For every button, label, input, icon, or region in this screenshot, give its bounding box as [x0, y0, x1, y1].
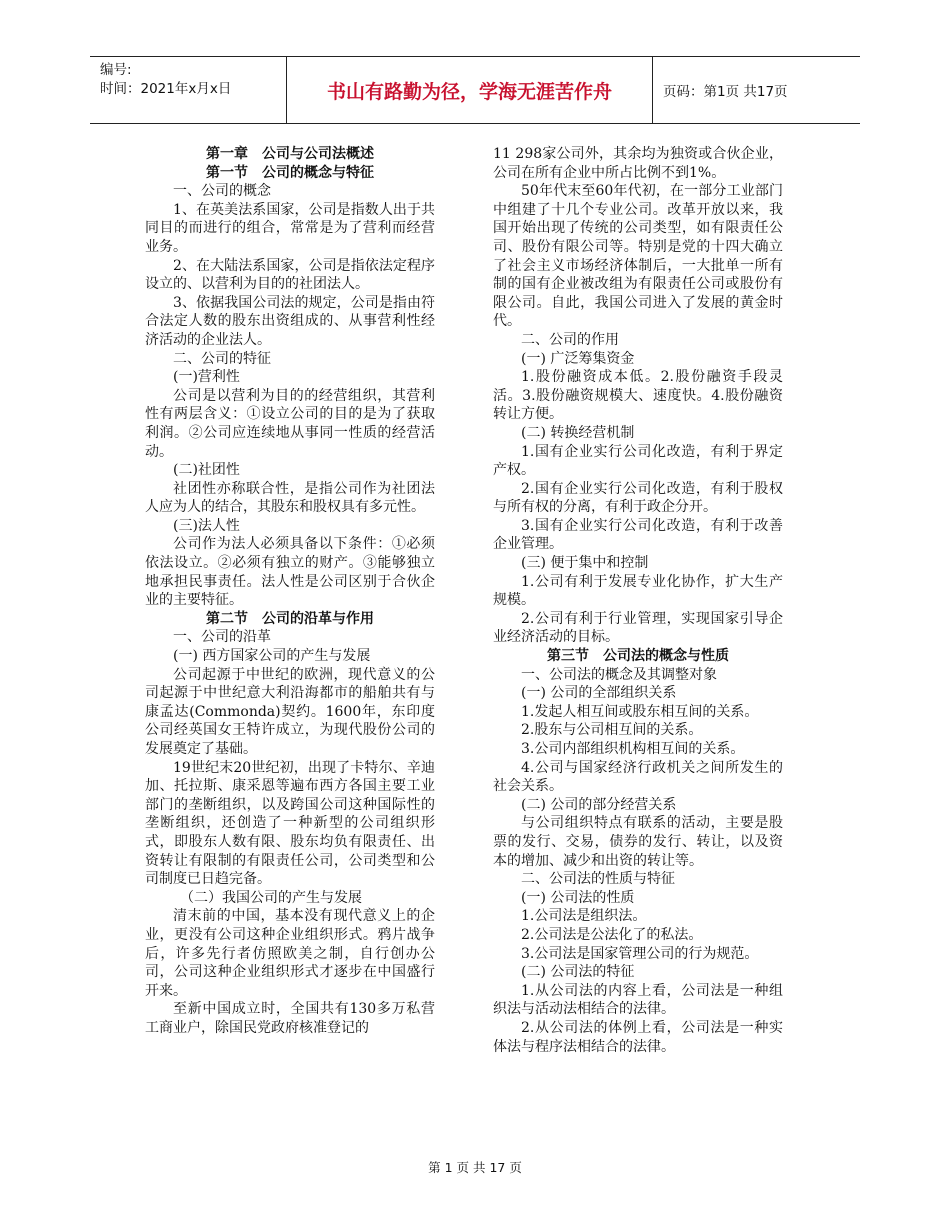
- paragraph: 1.从公司法的内容上看，公司法是一种组织法与活动法相结合的法律。: [493, 982, 783, 1018]
- paragraph: 1.发起人相互间或股东相互间的关系。: [521, 703, 759, 720]
- paragraph: 2.公司法是公法化了的私法。: [521, 926, 703, 943]
- paragraph: 清末前的中国，基本没有现代意义上的企业，更没有公司这种企业组织形式。鸦片战争后，许多先行者仿照欧美之制，自行创办公司，公司这种企业组织形式才逐步在中国盛行开来。: [145, 908, 435, 999]
- paragraph: 1.国有企业实行公司化改造，有利于界定产权。: [493, 443, 783, 479]
- section-heading: 第二节 公司的沿革与作用: [206, 610, 374, 627]
- paragraph: 一、公司法的概念及其调整对象: [521, 666, 717, 683]
- paragraph: (二) 公司的部分经营关系: [521, 796, 677, 813]
- paragraph: 1.公司有利于发展专业化协作，扩大生产规模。: [493, 573, 783, 609]
- paragraph: 4.公司与国家经济行政机关之间所发生的社会关系。: [493, 759, 783, 795]
- header-meta: [90, 57, 286, 123]
- paragraph: (二)社团性: [173, 462, 240, 479]
- paragraph: 11 298家公司外，其余均为独资或合伙企业，公司在所有企业中所占比例不到1%。: [493, 146, 783, 181]
- paragraph: 与公司组织特点有联系的活动，主要是股票的发行、交易，债券的发行、转让，以及资本的增加、减少和出资的转让等。: [493, 815, 783, 869]
- paragraph: 3.国有企业实行公司化改造，有利于改善企业管理。: [493, 517, 783, 553]
- page-footer: 第 1 页 共 17 页: [428, 1160, 522, 1175]
- paragraph: (三)法人性: [173, 517, 240, 534]
- paragraph: 2.国有企业实行公司化改造，有利于股权与所有权的分离，有利于政企分开。: [493, 480, 783, 516]
- time-label: 时间：2021年x月x日: [100, 81, 232, 97]
- left-text-column: [145, 145, 435, 1038]
- paragraph: (三) 便于集中和控制: [521, 555, 649, 572]
- section-heading: 第一节 公司的概念与特征: [206, 164, 374, 181]
- paragraph: 3.公司内部组织机构相互间的关系。: [521, 741, 745, 757]
- paragraph: 二、公司法的性质与特征: [521, 871, 675, 888]
- paragraph: 3.公司法是国家管理公司的行为规范。: [521, 945, 759, 962]
- paragraph: 1.股份融资成本低。2.股份融资手段灵活。3.股份融资规模大、速度快。4.股份融资转让方便。: [493, 369, 783, 423]
- paragraph: 一、公司的概念: [173, 183, 271, 200]
- section-heading: 第三节 公司法的概念与性质: [547, 648, 729, 665]
- paragraph: 1、在英美法系国家，公司是指数人出于共同目的而进行的组合，常常是为了营利而经营业务。: [145, 201, 435, 255]
- paragraph: (一) 公司法的性质: [521, 889, 635, 906]
- paragraph: 3、依据我国公司法的规定，公司是指由符合法定人数的股东出资组成的、从事营利性经济活动的企业法人。: [145, 294, 435, 348]
- paragraph: (二) 公司法的特征: [521, 964, 635, 981]
- header-page-info: 页码：第1页 共17页: [663, 84, 788, 100]
- paragraph: （二）我国公司的产生与发展: [173, 889, 362, 906]
- paragraph: (二) 转换经营机制: [521, 424, 635, 441]
- paragraph: (一) 公司的全部组织关系: [521, 685, 677, 702]
- paragraph: 一、公司的沿革: [173, 629, 271, 646]
- section-heading: 第一章 公司与公司法概述: [206, 146, 374, 162]
- paragraph: (一)营利性: [173, 369, 240, 386]
- paragraph: 社团性亦称联合性，是指公司作为社团法人应为人的结合，其股东和股权具有多元性。: [145, 480, 435, 516]
- paragraph: 50年代末至60年代初，在一部分工业部门中组建了十几个专业公司。改革开放以来，我国开始出现了传统的公司类型，如有限责任公司、股份有限公司等。特别是党的十四大确立了社会主义市场经济体制后，一大批单一所有制的国有企业被改组为有限责任公司或股份有限公司。自此，我国公司进入了发展的黄金时代。: [493, 183, 783, 330]
- paragraph: (一) 西方国家公司的产生与发展: [173, 648, 371, 665]
- paragraph: 1.公司法是组织法。: [521, 908, 647, 925]
- serial-label: 编号:: [100, 62, 132, 78]
- paragraph: 公司作为法人必须具备以下条件：①必须依法设立。②必须有独立的财产。③能够独立地承担民事责任。法人性是公司区别于合伙企业的主要特征。: [145, 536, 435, 609]
- paragraph: 公司起源于中世纪的欧洲，现代意义的公司起源于中世纪意大利沿海都市的船舶共有与康孟达(Commonda)契约。1600年，东印度公司经英国女王特许成立，为现代股份公司的发展奠定了基础。: [145, 666, 435, 757]
- paragraph: 二、公司的作用: [521, 331, 619, 348]
- header-motto: 书山有路勤为径，学海无涯苦作舟: [286, 57, 653, 123]
- paragraph: 2.股东与公司相互间的关系。: [521, 722, 703, 739]
- paragraph: 二、公司的特征: [173, 350, 271, 367]
- paragraph: 2、在大陆法系国家，公司是指依法定程序设立的、以营利为目的的社团法人。: [145, 257, 435, 293]
- paragraph: (一) 广泛筹集资金: [521, 350, 635, 367]
- paragraph: 公司是以营利为目的的经营组织，其营利性有两层含义：①设立公司的目的是为了获取利润。②公司应连续地从事同一性质的经营活动。: [145, 387, 435, 460]
- paragraph: 19世纪末20世纪初，出现了卡特尔、辛迪加、托拉斯、康采恩等遍布西方各国主要工业部门的垄断组织，以及跨国公司这种国际性的垄断组织，还创造了一种新型的公司组织形式，即股东人数有限、股东均负有限责任、出资转让有限制的有限责任公司，公司类型和公司制度已日趋完备。: [145, 759, 435, 888]
- page-header: [90, 56, 860, 124]
- paragraph: 2.从公司法的体例上看，公司法是一种实体法与程序法相结合的法律。: [493, 1019, 783, 1055]
- right-text-column: [493, 145, 783, 1056]
- paragraph: 2.公司有利于行业管理，实现国家引导企业经济活动的目标。: [493, 610, 783, 646]
- paragraph: 至新中国成立时，全国共有130多万私营工商业户，除国民党政府核准登记的: [145, 1001, 435, 1036]
